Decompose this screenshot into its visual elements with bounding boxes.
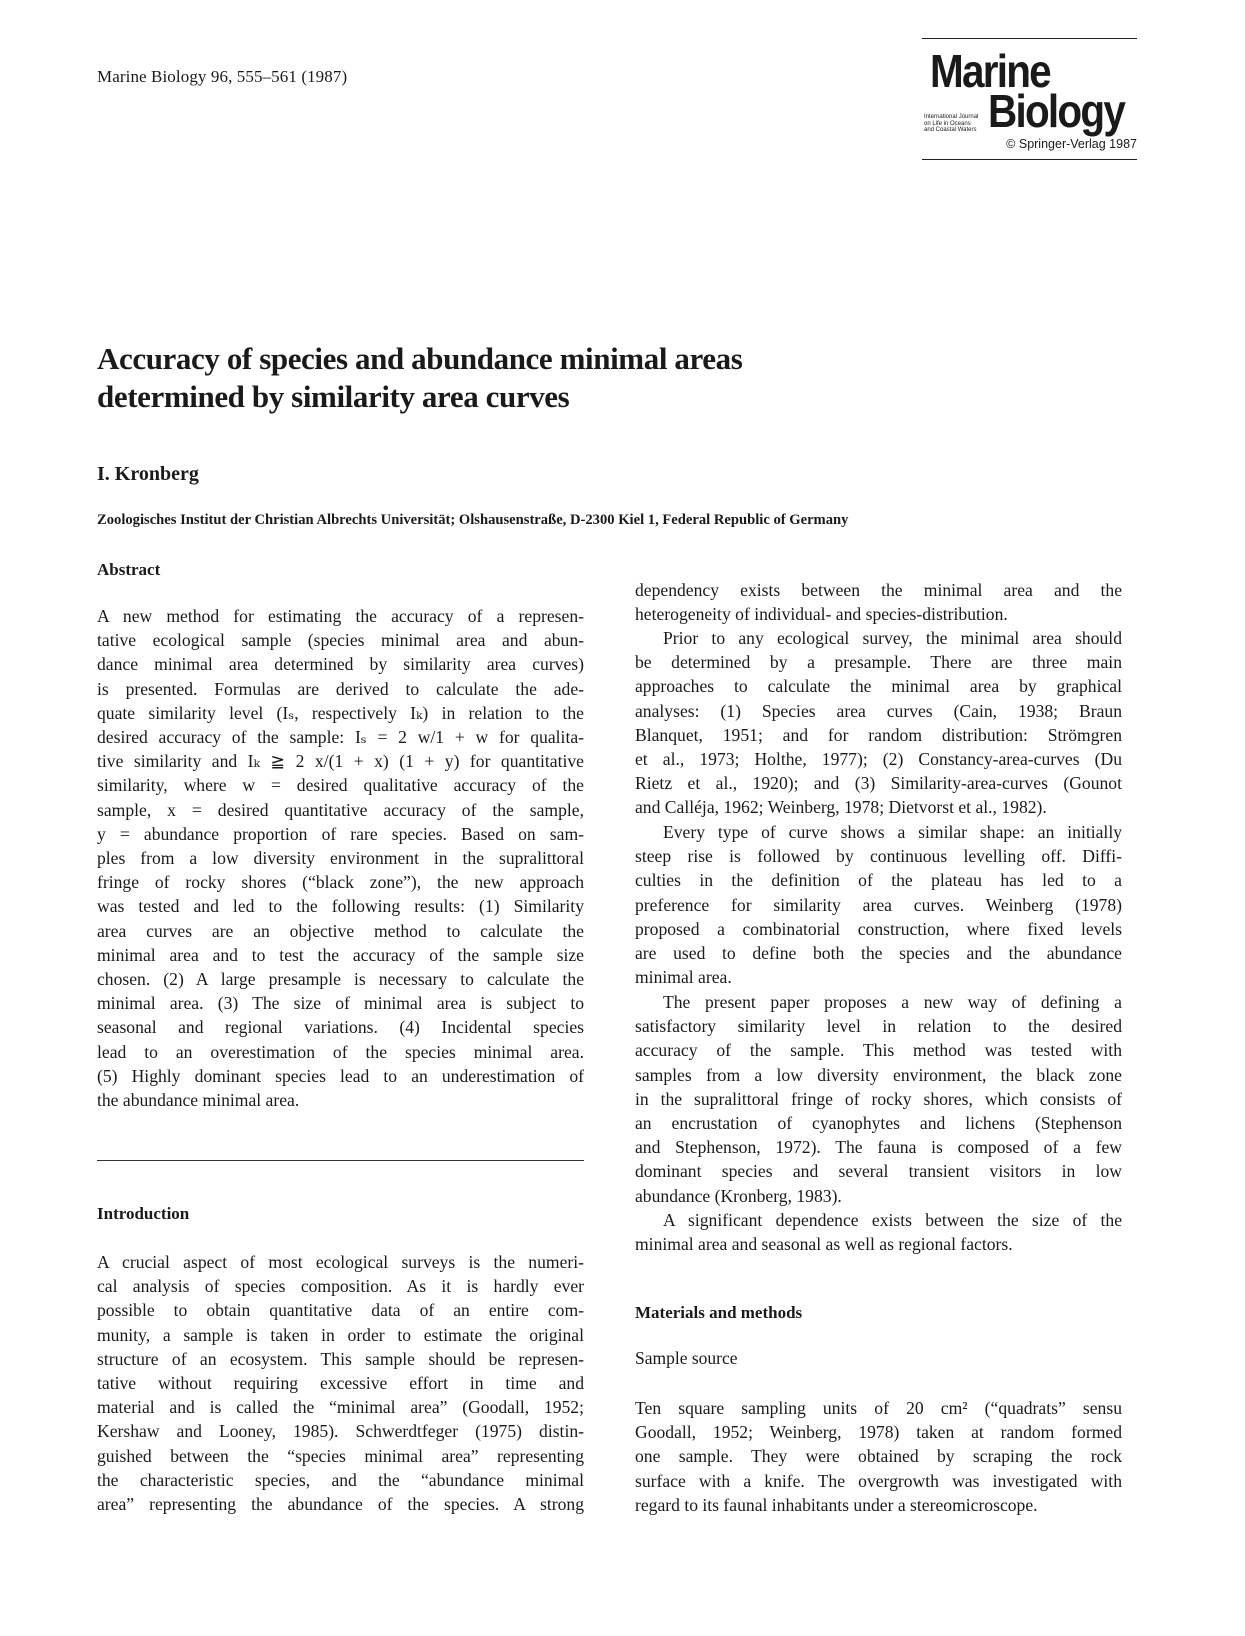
journal-subtitle-line: International Journal — [924, 114, 979, 120]
journal-subtitle-line: on Life in Oceans — [924, 120, 971, 127]
text-line: the characteristic species, and the “abundance minimal — [97, 1469, 584, 1490]
text-line: one sample. They were obtained by scraping the rock — [635, 1446, 1122, 1467]
text-line: and Calléja, 1962; Weinberg, 1978; Dietvorst et al., 1982). — [635, 797, 1047, 818]
text-line: Goodall, 1952; Weinberg, 1978) taken at random formed — [635, 1422, 1122, 1443]
text-line: minimal area. (3) The size of minimal area is subject to — [97, 993, 584, 1014]
intro-paragraph-4 — [635, 990, 1122, 1208]
text-line: et al., 1973; Holthe, 1977); (2) Constancy-area-curves (Du — [635, 749, 1122, 770]
article-title-line: determined by similarity area curves — [97, 379, 570, 414]
text-line: tive similarity and Iₖ ≧ 2 x/(1 + x) (1 + y) for quantitative — [97, 751, 584, 772]
text-line: satisfactory similarity level in relation to the desired — [635, 1016, 1122, 1037]
text-line: y = abundance proportion of rare species. Based on sam- — [97, 823, 584, 844]
text-line: tative ecological sample (species minimal area and abun- — [97, 630, 584, 651]
text-line: structure of an ecosystem. This sample should be represen- — [97, 1348, 584, 1369]
sample-source-subheading: Sample source — [635, 1348, 738, 1368]
text-line: desired accuracy of the sample: Iₛ = 2 w/1 + w for qualita- — [97, 727, 584, 748]
intro-paragraph-3 — [635, 820, 1122, 989]
text-line: guished between the “species minimal area” representing — [97, 1445, 584, 1466]
text-line: chosen. (2) A large presample is necessary to calculate the — [97, 969, 584, 990]
text-line: A significant dependence exists between the size of the — [663, 1210, 1122, 1230]
article-title — [97, 340, 857, 416]
text-line: minimal area. — [635, 967, 732, 988]
text-line: preference for similarity area curves. Weinberg (1978) — [635, 894, 1122, 915]
masthead-bottom-rule — [922, 159, 1137, 160]
copyright-notice: © Springer-Verlag 1987 — [1006, 137, 1137, 151]
text-line: approaches to calculate the minimal area by graphical — [635, 676, 1122, 697]
intro-continuation — [635, 578, 1122, 626]
journal-masthead — [922, 38, 1137, 160]
intro-paragraph-5 — [635, 1208, 1122, 1256]
text-line: are used to define both the species and the abundance — [635, 943, 1122, 964]
text-line: lead to an overestimation of the species minimal area. — [97, 1041, 584, 1062]
text-line: Ten square sampling units of 20 cm² (“quadrats” sensu — [635, 1398, 1122, 1418]
text-line: abundance (Kronberg, 1983). — [635, 1185, 842, 1206]
text-line: tative without requiring excessive effort in time and — [97, 1373, 584, 1394]
author-name: I. Kronberg — [97, 463, 199, 485]
text-line: steep rise is followed by continuous levelling off. Diffi- — [635, 846, 1122, 867]
sample-source-body — [635, 1396, 1122, 1517]
abstract-body — [97, 604, 584, 1112]
text-line: area” representing the abundance of the species. A strong — [97, 1494, 584, 1515]
text-line: (5) Highly dominant species lead to an underestimation of — [97, 1065, 584, 1086]
text-line: dance minimal area determined by similarity area curves) — [97, 654, 584, 675]
text-line: fringe of rocky shores (“black zone”), the new approach — [97, 872, 584, 893]
text-line: proposed a combinatorial construction, where fixed levels — [635, 918, 1122, 939]
text-line: area curves are an objective method to calculate the — [97, 920, 584, 941]
masthead-top-rule — [922, 38, 1137, 39]
text-line: an encrustation of cyanophytes and lichens (Stephenson — [635, 1113, 1122, 1134]
text-line: dependency exists between the minimal area and the — [635, 580, 1122, 600]
text-line: munity, a sample is taken in order to estimate the original — [97, 1324, 584, 1345]
text-line: cal analysis of species composition. As it is hardly ever — [97, 1276, 584, 1297]
text-line: was tested and led to the following results: (1) Similarity — [97, 896, 584, 917]
text-line: The present paper proposes a new way of defining a — [663, 992, 1122, 1012]
introduction-body — [97, 1250, 584, 1516]
text-line: is presented. Formulas are derived to calculate the ade- — [97, 678, 584, 699]
text-line: dominant species and several transient visitors in low — [635, 1161, 1122, 1182]
text-line: Every type of curve shows a similar shape: an initially — [663, 822, 1122, 842]
text-line: possible to obtain quantitative data of an entire com- — [97, 1300, 584, 1321]
text-line: Blanquet, 1951; and for random distribution: Strömgren — [635, 724, 1122, 745]
text-line: accuracy of the sample. This method was tested with — [635, 1040, 1122, 1061]
text-line: seasonal and regional variations. (4) Incidental species — [97, 1017, 584, 1038]
text-line: minimal area and seasonal as well as regional factors. — [635, 1234, 1013, 1255]
text-line: Prior to any ecological survey, the minimal area should — [663, 628, 1122, 648]
abstract-divider — [97, 1160, 584, 1161]
text-line: sample, x = desired quantitative accuracy of the sample, — [97, 799, 584, 820]
text-line: culties in the definition of the plateau has led to a — [635, 870, 1122, 891]
text-line: minimal area and to test the accuracy of the sample size — [97, 944, 584, 965]
text-line: in the supralittoral fringe of rocky shores, which consists of — [635, 1088, 1122, 1109]
text-line: and Stephenson, 1972). The fauna is composed of a few — [635, 1137, 1122, 1158]
materials-methods-heading: Materials and methods — [635, 1303, 803, 1322]
text-line: quate similarity level (Iₛ, respectively Iₖ) in relation to the — [97, 702, 584, 723]
text-line: Rietz et al., 1920); and (3) Similarity-area-curves (Gounot — [635, 773, 1122, 794]
article-title-line: Accuracy of species and abundance minimal areas — [97, 341, 743, 376]
journal-subtitle-line: and Coastal Waters — [924, 127, 977, 133]
text-line: A crucial aspect of most ecological surveys is the numeri- — [97, 1252, 584, 1272]
text-line: A new method for estimating the accuracy of a represen- — [97, 606, 584, 626]
intro-paragraph-2 — [635, 626, 1122, 820]
text-line: regard to its faunal inhabitants under a stereomicroscope. — [635, 1494, 1038, 1515]
journal-citation: Marine Biology 96, 555–561 (1987) — [97, 67, 348, 86]
journal-subtitle — [924, 114, 984, 134]
text-line: Kershaw and Looney, 1985). Schwerdtfeger (1975) distin- — [97, 1421, 584, 1442]
introduction-heading: Introduction — [97, 1204, 190, 1223]
text-line: analyses: (1) Species area curves (Cain, 1938; Braun — [635, 700, 1122, 721]
text-line: the abundance minimal area. — [97, 1090, 300, 1111]
text-line: heterogeneity of individual- and species-distribution. — [635, 604, 1008, 625]
text-line: ples from a low diversity environment in the supralittoral — [97, 848, 584, 869]
author-affiliation: Zoologisches Institut der Christian Albrechts Universität; Olshausenstraße, D-2300 Kiel 1, Federal Republic of Germany — [97, 512, 849, 528]
text-line: samples from a low diversity environment, the black zone — [635, 1064, 1122, 1085]
text-line: similarity, where w = desired qualitative accuracy of the — [97, 775, 584, 796]
journal-logo-word-biology: Biology — [988, 85, 1125, 137]
journal-logo-word-marine: Marine — [930, 45, 1050, 97]
text-line: surface with a knife. The overgrowth was investigated with — [635, 1470, 1122, 1491]
text-line: material and is called the “minimal area” (Goodall, 1952; — [97, 1397, 584, 1418]
text-line: be determined by a presample. There are three main — [635, 652, 1122, 673]
abstract-heading: Abstract — [97, 560, 161, 579]
